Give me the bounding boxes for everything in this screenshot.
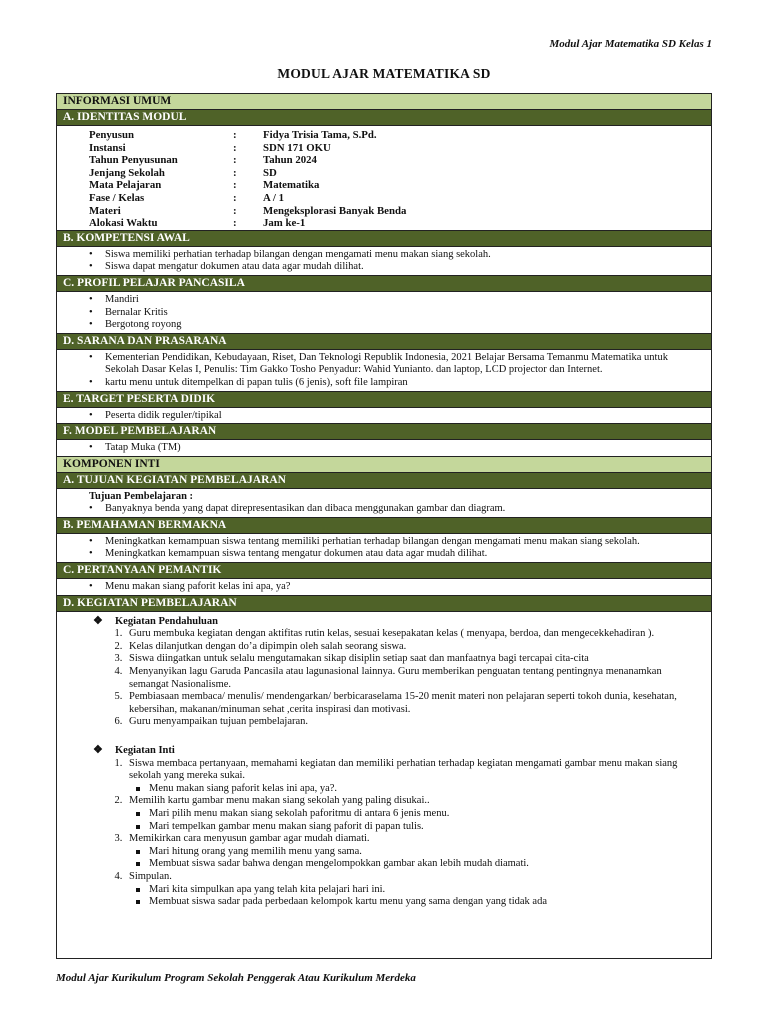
step-text: Memikirkan cara menyusun gambar agar mudah diamati. (129, 833, 370, 845)
identitas-key: Tahun Penyusunan (89, 154, 178, 167)
kegiatan-pendahuluan-title: Kegiatan Pendahuluan (115, 615, 218, 627)
inti-steps (65, 758, 703, 909)
identitas-separator: : (233, 204, 237, 217)
sub-item: Mari kita simpulkan apa yang telah kita pelajari hari ini. (149, 884, 703, 897)
identitas-separator: : (233, 166, 237, 179)
page-footer: Modul Ajar Kurikulum Program Sekolah Penggerak Atau Kurikulum Merdeka (56, 972, 416, 984)
list-item: 2. Kelas dilanjutkan dengan do’a dipimpin oleh salah seorang siswa. (125, 641, 703, 654)
list-item: • Siswa dapat mengatur dokumen atau data agar mudah dilihat. (105, 261, 703, 274)
list-item: • Banyaknya benda yang dapat direpresentasikan dan dibaca menggunakan gambar dan diagram. (105, 503, 703, 516)
model-content (57, 440, 711, 457)
identitas-row (89, 167, 406, 180)
list-item: • kartu menu untuk ditempelkan di papan tulis (6 jenis), soft file lampiran (105, 377, 703, 390)
sub-item: Mari hitung orang yang memilih menu yang sama. (149, 846, 703, 859)
profil-list (65, 294, 703, 332)
kegiatan-inti-title: Kegiatan Inti (115, 745, 175, 756)
identitas-separator: : (233, 191, 237, 204)
list-item: • Peserta didik reguler/tipikal (105, 410, 703, 423)
identitas-value: SD (263, 166, 277, 179)
sub-list (149, 884, 703, 909)
identitas-separator: : (233, 129, 237, 141)
step-text: Siswa membaca pertanyaan, memahami kegiatan dan memiliki perhatian terhadap kegiatan mengamati gambar menu makan siang sekolah yang mereka sukai. (129, 757, 678, 782)
identitas-value: Tahun 2024 (263, 154, 317, 167)
sub-item: Mari tempelkan gambar menu makan siang paforit di papan tulis. (149, 821, 703, 834)
list-item: • Tatap Muka (TM) (105, 442, 703, 455)
pertanyaan-content (57, 579, 711, 596)
list-item: 3. Siswa diingatkan untuk selalu mengutamakan sikap disiplin setiap saat dan manfaatnya bagi tercapai cita-cita (125, 653, 703, 666)
step-text: Memilih kartu gambar menu makan siang sekolah yang paling disukai.. (129, 795, 430, 807)
identitas-key: Alokasi Waktu (89, 217, 158, 230)
identitas-value: Mengeksplorasi Banyak Benda (263, 204, 407, 217)
identitas-content (57, 126, 711, 231)
section-target-peserta: E. TARGET PESERTA DIDIK (57, 392, 711, 408)
identitas-separator: : (233, 217, 237, 230)
identitas-separator: : (233, 179, 237, 192)
module-document (56, 93, 712, 959)
section-komponen-inti: KOMPONEN INTI (57, 457, 711, 473)
sarana-list (65, 352, 703, 390)
document-title: MODUL AJAR MATEMATIKA SD (277, 66, 491, 81)
kegiatan-inti-heading (65, 745, 703, 758)
identitas-row (89, 129, 406, 142)
section-model-pembelajaran: F. MODEL PEMBELAJARAN (57, 424, 711, 440)
identitas-separator: : (233, 154, 237, 167)
identitas-row (89, 205, 406, 218)
sub-list (149, 846, 703, 871)
list-item (125, 833, 703, 871)
profil-pancasila-content (57, 292, 711, 334)
identitas-table (89, 129, 406, 230)
section-tujuan-kegiatan: A. TUJUAN KEGIATAN PEMBELAJARAN (57, 473, 711, 489)
sub-item: Menu makan siang paforit kelas ini apa, ya?. (149, 783, 703, 796)
kegiatan-pendahuluan-heading (65, 616, 703, 629)
section-profil-pancasila: C. PROFIL PELAJAR PANCASILA (57, 276, 711, 292)
step-text: Simpulan. (129, 870, 172, 882)
identitas-key: Penyusun (89, 129, 135, 141)
kompetensi-awal-content (57, 247, 711, 276)
page-header: Modul Ajar Matematika SD Kelas 1 (549, 38, 712, 50)
list-item: 6. Guru menyampaikan tujuan pembelajaran. (125, 716, 703, 729)
sub-item: Mari pilih menu makan siang sekolah paforitmu di antara 6 jenis menu. (149, 808, 703, 821)
section-pemahaman-bermakna: B. PEMAHAMAN BERMAKNA (57, 518, 711, 534)
identitas-row (89, 179, 406, 192)
identitas-value: Matematika (263, 179, 320, 192)
model-list (65, 442, 703, 455)
section-kegiatan-pembelajaran: D. KEGIATAN PEMBELAJARAN (57, 596, 711, 612)
sub-item: Membuat siswa sadar pada perbedaan kelompok kartu menu yang sama dengan yang tidak ada (149, 896, 703, 909)
identitas-key: Jenjang Sekolah (89, 166, 165, 179)
tujuan-list (65, 503, 703, 516)
identitas-key: Fase / Kelas (89, 191, 145, 204)
list-item: • Mandiri (105, 294, 703, 307)
section-kompetensi-awal: B. KOMPETENSI AWAL (57, 231, 711, 247)
section-sarana-prasarana: D. SARANA DAN PRASARANA (57, 334, 711, 350)
diamond-bullet-icon: ❖ (93, 614, 103, 627)
identitas-key: Mata Pelajaran (89, 179, 162, 192)
list-item: 4. Menyanyikan lagu Garuda Pancasila atau lagunasional lainnya. Guru memberikan penguatan tentang pentingnya menanamkan semangat Nasionalisme. (125, 666, 703, 691)
sub-item: Membuat siswa sadar bahwa dengan mengelompokkan gambar akan lebih mudah diamati. (149, 858, 703, 871)
identitas-key: Materi (89, 204, 121, 217)
list-item: 1. Guru membuka kegiatan dengan aktifitas rutin kelas, sesuai kesepakatan kelas ( menyapa, berdoa, dan mengecekkehadiran ). (125, 628, 703, 641)
list-item (125, 758, 703, 796)
tujuan-subtitle: Tujuan Pembelajaran : (89, 490, 194, 502)
list-item: • Kementerian Pendidikan, Kebudayaan, Riset, Dan Teknologi Republik Indonesia, 2021 Belajar Bersama Temanmu Matematika untuk Sekolah Dasar Kelas I, Penulis: Tim Gakko Tosho Penyadur: Wahid Yunianto. dan laptop, LCD projector dan Internet. (105, 352, 703, 377)
list-item: • Siswa memiliki perhatian terhadap bilangan dengan mengamati menu makan siang sekolah. (105, 249, 703, 262)
diamond-bullet-icon: ❖ (93, 744, 103, 756)
tujuan-content (57, 489, 711, 518)
list-item: • Menu makan siang paforit kelas ini apa, ya? (105, 581, 703, 594)
identitas-value: A / 1 (263, 191, 284, 204)
pendahuluan-steps (65, 628, 703, 729)
target-list (65, 410, 703, 423)
list-item: 5. Pembiasaan membaca/ menulis/ mendengarkan/ berbicaraselama 15-20 menit materi non pelajaran seperti tokoh dunia, kesehatan, kebersihan, makanan/minuman sehat ,cerita inspirasi dan motivasi. (125, 691, 703, 716)
kegiatan-content (57, 612, 711, 910)
sarana-content (57, 350, 711, 392)
list-item: • Bergotong royong (105, 319, 703, 332)
section-identitas-modul: A. IDENTITAS MODUL (57, 110, 711, 126)
list-item: • Meningkatkan kemampuan siswa tentang memiliki perhatian terhadap bilangan dengan mengamati menu makan siang sekolah. (105, 536, 703, 549)
list-item: • Meningkatkan kemampuan siswa tentang mengatur dokumen atau data agar mudah dilihat. (105, 548, 703, 561)
identitas-row (89, 217, 406, 230)
identitas-key: Instansi (89, 141, 126, 154)
list-item (125, 871, 703, 909)
identitas-value: Fidya Trisia Tama, S.Pd. (263, 129, 377, 141)
section-pertanyaan-pemantik: C. PERTANYAAN PEMANTIK (57, 563, 711, 579)
sub-list (149, 808, 703, 833)
identitas-value: SDN 171 OKU (263, 141, 331, 154)
list-item: • Bernalar Kritis (105, 307, 703, 320)
target-content (57, 408, 711, 425)
list-item (125, 795, 703, 833)
identitas-row (89, 154, 406, 167)
pemahaman-content (57, 534, 711, 563)
sub-list (149, 783, 703, 796)
identitas-separator: : (233, 141, 237, 154)
identitas-value: Jam ke-1 (263, 217, 306, 230)
kompetensi-list (65, 249, 703, 274)
pertanyaan-list (65, 581, 703, 594)
pemahaman-list (65, 536, 703, 561)
identitas-row (89, 142, 406, 155)
section-informasi-umum: INFORMASI UMUM (57, 94, 711, 110)
identitas-row (89, 192, 406, 205)
